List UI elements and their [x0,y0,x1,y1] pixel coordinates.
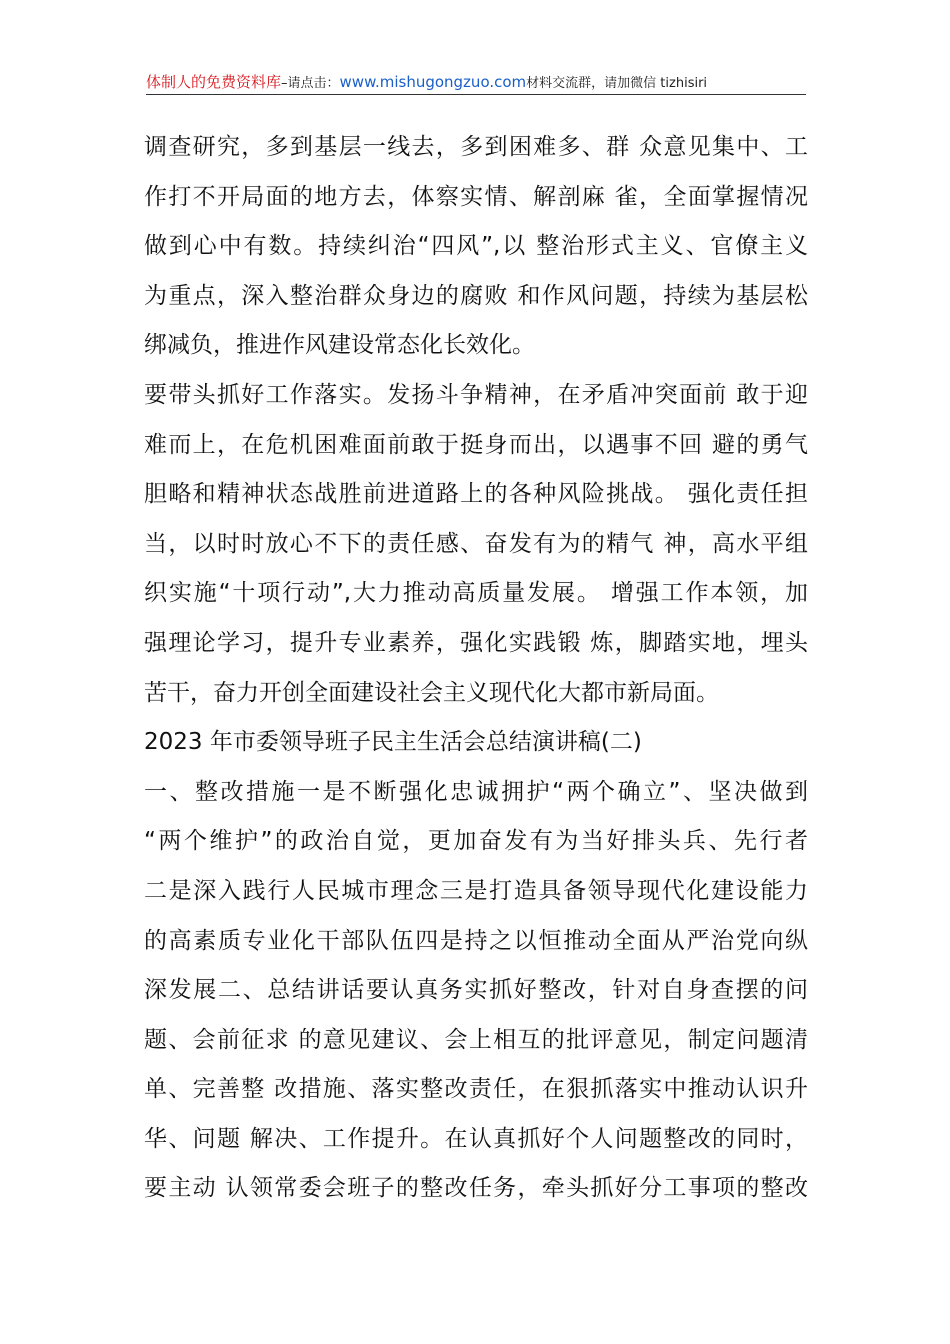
section-title: 2023 年市委领导班子民主生活会总结演讲稿(二) [144,729,642,756]
text-line: 做到心中有数。持续纠治“四风”,以 整治形式主义、官僚主义 [144,233,808,260]
header-separator: –请点击： [281,76,340,91]
text-line: 要主动 认领常委会班子的整改任务，牵头抓好分工事项的整改 [144,1175,808,1202]
header-note: 材料交流群，请加微信 tizhisiri [526,76,708,91]
text-line: 华、问题 解决、工作提升。在认真抓好个人问题整改的同时， [144,1125,808,1152]
text-line: 强理论学习，提升专业素养，强化实践锻 炼，脚踏实地，埋头 [144,629,808,656]
text-line: 的高素质专业化干部队伍四是持之以恒推动全面从严治党向纵 [144,927,808,954]
header-url-link[interactable]: www.mishugongzuo.com [339,73,527,91]
text-line: 作打不开局面的地方去，体察实情、解剖麻 雀，全面掌握情况 [144,183,808,210]
text-line: 难而上，在危机困难面前敢于挺身而出，以遇事不回 避的勇气 [144,431,808,458]
text-line: “两个维护”的政治自觉，更加奋发有为当好排头兵、先行者 [144,828,808,855]
text-line: 单、完善整 改措施、落实整改责任，在狠抓落实中推动认识升 [144,1076,808,1103]
text-line: 调查研究，多到基层一线去，多到困难多、群 众意见集中、工 [144,134,808,160]
document-body [144,123,808,1214]
text-line: 一、整改措施一是不断强化忠诚拥护“两个确立”、坚决做到 [144,778,808,805]
text-line: 苦干，奋力开创全面建设社会主义现代化大都市新局面。 [144,679,719,706]
text-line: 为重点，深入整治群众身边的腐败 和作风问题，持续为基层松 [144,282,808,309]
text-line: 绑减负，推进作风建设常态化长效化。 [144,332,535,359]
text-line: 二是深入践行人民城市理念三是打造具备领导现代化建设能力 [144,877,808,904]
text-line: 深发展二、总结讲话要认真务实抓好整改，针对自身查摆的问 [144,977,808,1004]
text-line: 当，以时时放心不下的责任感、奋发有为的精气 神，高水平组 [144,530,808,557]
page-header [146,70,806,95]
text-line: 织实施“十项行动”,大力推动高质量发展。 增强工作本领，加 [144,580,808,607]
text-line: 题、会前征求 的意见建议、会上相互的批评意见，制定问题清 [144,1026,808,1053]
text-line: 要带头抓好工作落实。发扬斗争精神，在矛盾冲突面前 敢于迎 [144,381,808,408]
header-brand: 体制人的免费资料库 [146,73,282,91]
text-line: 胆略和精神状态战胜前进道路上的各种风险挑战。 强化责任担 [144,481,808,508]
